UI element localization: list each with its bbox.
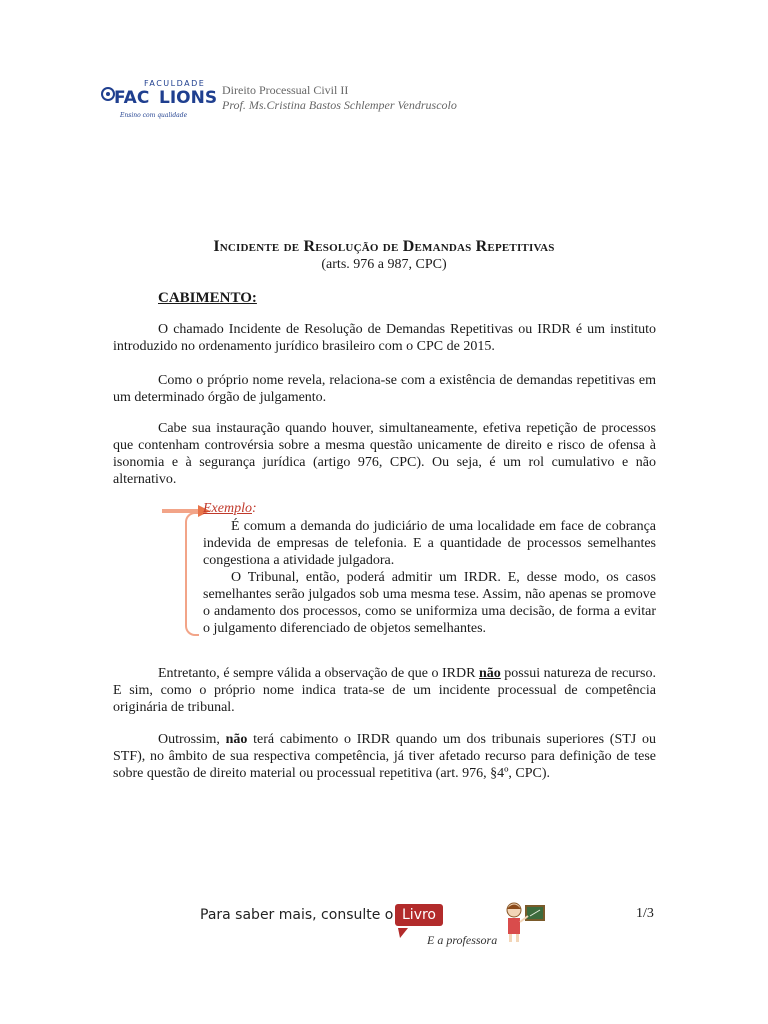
- section-heading: CABIMENTO:: [158, 290, 257, 306]
- paragraph-intro: O chamado Incidente de Resolução de Demandas Repetitivas ou IRDR é um instituto introduzido no ordenamento jurídico brasileiro com o CPC de 2015.: [113, 322, 656, 354]
- teacher-icon: [500, 898, 548, 946]
- paragraph-exclusion: [113, 731, 656, 782]
- p6-text-b: terá cabimento o IRDR quando um dos tribunais superiores (STJ ou STF), no âmbito de sua respectiva competência, já tiver afetado recurso para definição de tese sobre questão de direito material ou processual repetitiva (art. 976, §4º, CPC).: [113, 732, 656, 781]
- p5-text-b: possui natureza de recurso. E sim, como o próprio nome indica trata-se de um incidente processual de competência originária de tribunal.: [113, 666, 656, 715]
- professor-name: Prof. Ms.Cristina Bastos Schlemper Vendruscolo: [222, 98, 457, 112]
- example-paragraph-1: É comum a demanda do judiciário de uma localidade em face de cobrança indevida de empresas de telefonia. E a quantidade de processos semelhantes congestiona a atividade julgadora.: [203, 519, 656, 568]
- page-number: 1/3: [636, 906, 654, 921]
- document-title: Incidente de Resolução de Demandas Repetitivas: [213, 238, 555, 255]
- logo-tagline: Ensino com qualidade: [120, 112, 188, 119]
- logo-faculdade: FACULDADE: [144, 79, 206, 88]
- paragraph-requirements: Cabe sua instauração quando houver, simultaneamente, efetiva repetição de processos que contenham controvérsia sobre a mesma questão unicamente de direito e risco de ofensa à isonomia e à segurança jurídica (artigo 976, CPC). Ou seja, é um rol cumulativo e não alternativo.: [113, 421, 656, 487]
- footer-text: Para saber mais, consulte o: [200, 907, 394, 923]
- logo-lions: LIONS: [159, 88, 218, 108]
- example-bracket: [185, 512, 199, 636]
- footer-professor-note: E a professora: [427, 933, 498, 947]
- logo-fac: FAC: [114, 88, 150, 108]
- faculty-logo: [100, 76, 218, 120]
- example-label-text: Exemplo: [203, 501, 252, 516]
- course-name: Direito Processual Civil II: [222, 83, 349, 97]
- example-label: [203, 501, 257, 517]
- p5-emphasis: não: [478, 666, 501, 681]
- p6-text-a: Outrossim,: [158, 732, 226, 747]
- paragraph-nature: [113, 665, 656, 716]
- example-paragraph-2: O Tribunal, então, poderá admitir um IRDR. E, desse modo, os casos semelhantes serão julgados sob uma mesma tese. Assim, não apenas se promove o andamento dos processos, como se uniformiza uma decisão, de forma a evitar o julgamento diferenciado de objetos semelhantes.: [203, 570, 656, 636]
- p6-emphasis: não: [225, 732, 248, 747]
- speech-tail-icon: [398, 925, 408, 935]
- footer-book-badge: Livro: [395, 904, 443, 926]
- p5-text-a: Entretanto, é sempre válida a observação de que o IRDR: [158, 666, 479, 681]
- paragraph-name: Como o próprio nome revela, relaciona-se com a existência de demandas repetitivas em um determinado órgão de julgamento.: [113, 373, 656, 405]
- document-subtitle: (arts. 976 a 987, CPC): [321, 257, 447, 272]
- example-label-colon: :: [251, 501, 257, 516]
